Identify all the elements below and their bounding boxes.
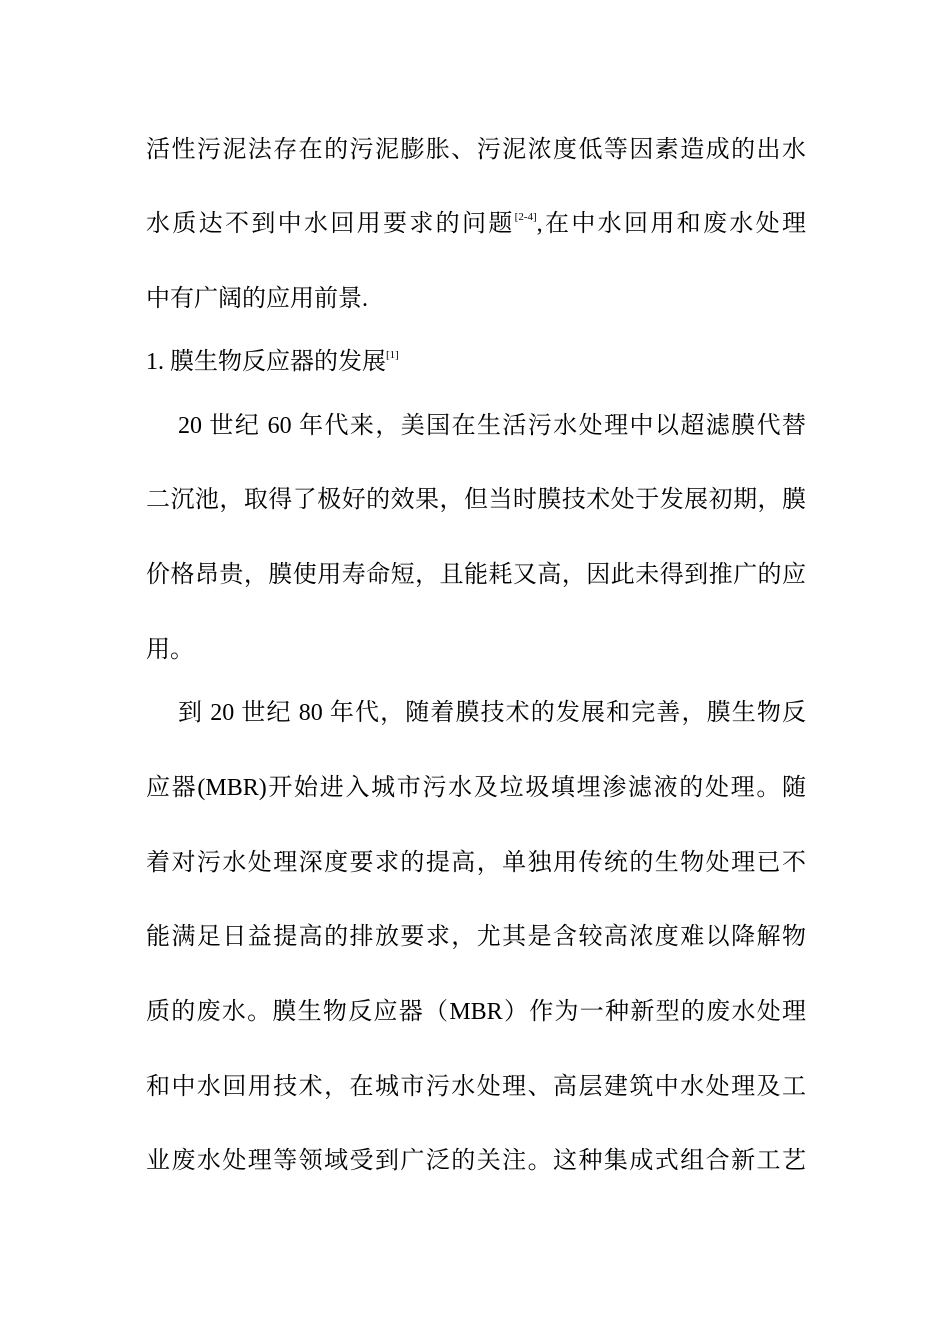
paragraph-3-line-4: 能满足日益提高的排放要求，尤其是含较高浓度难以降解物: [146, 924, 806, 950]
paragraph-3-line-3: 着对污水处理深度要求的提高，单独用传统的生物处理已不: [146, 850, 806, 876]
section-heading: [146, 347, 806, 377]
paragraph-1-line-3: 中有广阔的应用前景.: [146, 286, 368, 312]
paragraph-3-line-5: 质的废水。膜生物反应器（MBR）作为一种新型的废水处理: [146, 999, 806, 1025]
paragraph-2-line-3: 价格昂贵，膜使用寿命短，且能耗又高，因此未得到推广的应: [146, 562, 806, 588]
paragraph-3-line-6: 和中水回用技术，在城市污水处理、高层建筑中水处理及工: [146, 1074, 806, 1100]
paragraph-1-line-2: [146, 209, 806, 239]
paragraph-1-line-1: 活性污泥法存在的污泥膨胀、污泥浓度低等因素造成的出水: [146, 137, 806, 163]
paragraph-1-line-2-text: 水质达不到中水回用要求的问题: [146, 211, 515, 237]
paragraph-2-line-4: 用。: [146, 637, 194, 663]
paragraph-3-line-7: 业废水处理等领域受到广泛的关注。这种集成式组合新工艺: [146, 1148, 806, 1174]
paragraph-3-line-1: 到 20 世纪 80 年代，随着膜技术的发展和完善，膜生物反: [178, 700, 806, 726]
citation-ref: [1]: [386, 349, 399, 361]
citation-ref: [2-4]: [514, 211, 537, 223]
section-heading-text: 1. 膜生物反应器的发展: [146, 349, 386, 375]
paragraph-2-line-2: 二沉池，取得了极好的效果，但当时膜技术处于发展初期，膜: [146, 487, 806, 513]
paragraph-1-line-2-text-cont: ,在中水回用和废水处理: [536, 211, 806, 237]
paragraph-3-line-2: 应器(MBR)开始进入城市污水及垃圾填埋渗滤液的处理。随: [146, 775, 806, 801]
paragraph-2-line-1: 20 世纪 60 年代来，美国在生活污水处理中以超滤膜代替: [178, 413, 806, 439]
